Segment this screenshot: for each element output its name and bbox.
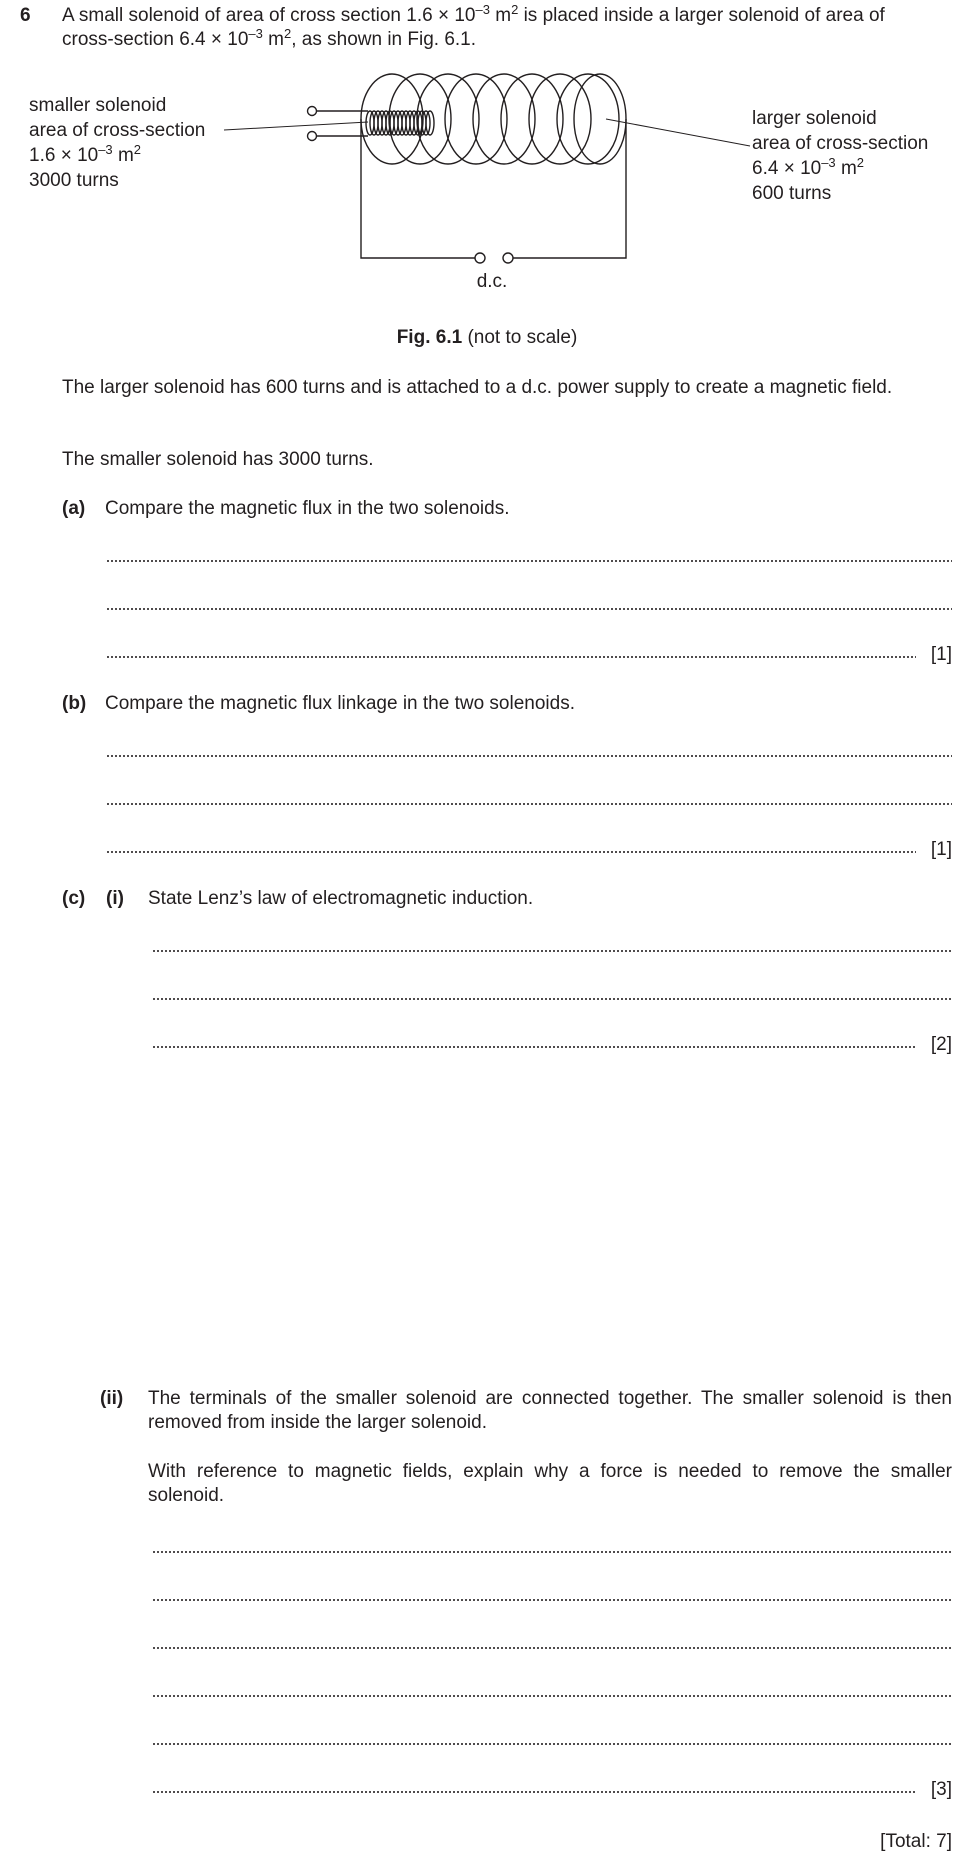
answer-line-b2[interactable] — [106, 803, 952, 805]
answer-line-a3[interactable] — [106, 656, 916, 658]
answer-line-a2[interactable] — [106, 608, 952, 610]
answer-line-cii4[interactable] — [152, 1695, 952, 1697]
dc-terminal-left — [475, 253, 485, 263]
question-intro: A small solenoid of area of cross section $1.6 \times 10^{-3}$ $m^2$ is placed inside a larger solenoid of area of cross-section $6.4 \times 10^{-3}$ $m^2$, as shown in Fig. 6.1. — [62, 2, 885, 50]
question-number: 6 — [20, 5, 31, 26]
answer-line-cii1[interactable] — [152, 1551, 952, 1553]
paragraph-larger-solenoid: The larger solenoid has 600 turns and is attached to a d.c. power supply to create a magnetic field. — [62, 377, 893, 398]
answer-line-cii6[interactable] — [152, 1791, 916, 1793]
solenoid-diagram — [0, 0, 974, 300]
larger-solenoid-coil — [361, 74, 626, 164]
dc-label: d.c. — [476, 271, 508, 292]
part-c-ii-marks: [3] — [930, 1779, 952, 1800]
right-leader-line — [606, 119, 750, 146]
part-c-i-marks: [2] — [930, 1034, 952, 1055]
answer-line-ci1[interactable] — [152, 950, 952, 952]
part-c-label: (c) — [62, 888, 86, 909]
smaller-solenoid-coil — [308, 107, 435, 141]
figure-caption: Fig. 6.1 (not to scale) — [396, 327, 578, 348]
left-supply-wire — [361, 119, 475, 258]
part-c-i-label: (i) — [106, 888, 124, 909]
answer-line-cii2[interactable] — [152, 1599, 952, 1601]
total-marks: [Total: 7] — [880, 1831, 952, 1852]
smaller-solenoid-label: smaller solenoid area of cross-section $1.6 \times 10^{-3}$ $m^2$ 3000 turns — [29, 95, 206, 191]
answer-line-ci3[interactable] — [152, 1046, 916, 1048]
part-c-ii-question: With reference to magnetic fields, explain why a force is needed to remove the smaller solenoid. — [148, 1461, 952, 1506]
part-a-label: (a) — [62, 498, 86, 519]
part-b-question: Compare the magnetic flux linkage in the two solenoids. — [105, 693, 575, 714]
part-a-question: Compare the magnetic flux in the two solenoids. — [105, 498, 510, 519]
left-leader-line — [224, 122, 368, 130]
part-b-label: (b) — [62, 693, 87, 714]
answer-line-ci2[interactable] — [152, 998, 952, 1000]
answer-line-b1[interactable] — [106, 755, 952, 757]
dc-terminal-right — [503, 253, 513, 263]
right-supply-wire — [513, 119, 626, 258]
part-c-ii-label: (ii) — [100, 1388, 124, 1409]
larger-solenoid-label: larger solenoid area of cross-section $6.4 \times 10^{-3}$ $m^2$ 600 turns — [752, 108, 929, 204]
answer-line-a1[interactable] — [106, 560, 952, 562]
answer-line-cii3[interactable] — [152, 1647, 952, 1649]
answer-line-cii5[interactable] — [152, 1743, 952, 1745]
part-a-marks: [1] — [930, 644, 952, 665]
paragraph-smaller-solenoid: The smaller solenoid has 3000 turns. — [62, 449, 374, 470]
part-c-ii-context: The terminals of the smaller solenoid are connected together. The smaller solenoid is then removed from inside the larger solenoid. — [148, 1388, 952, 1433]
part-c-i-question: State Lenz’s law of electromagnetic induction. — [148, 888, 534, 909]
part-b-marks: [1] — [930, 839, 952, 860]
answer-line-b3[interactable] — [106, 851, 916, 853]
